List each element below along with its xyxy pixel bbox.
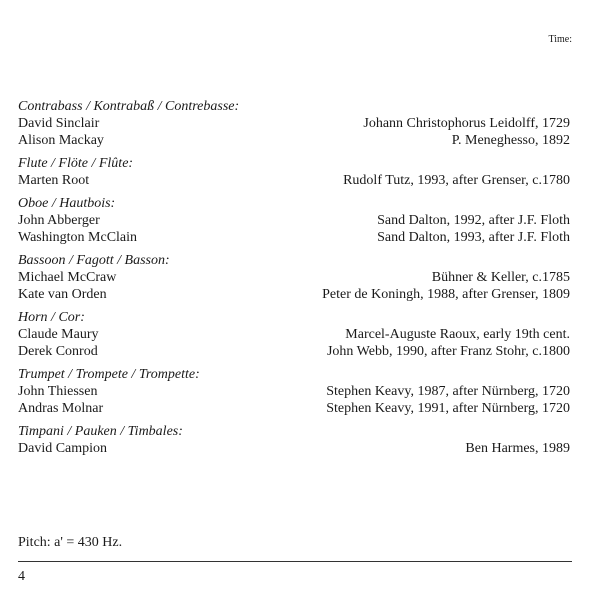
player-row (18, 132, 570, 149)
instrument-description: Stephen Keavy, 1991, after Nürnberg, 1720 (326, 401, 570, 416)
player-name: Andras Molnar (18, 401, 104, 416)
player-name: Kate van Orden (18, 287, 107, 302)
instrument-description: Marcel-Auguste Raoux, early 19th cent. (345, 327, 570, 342)
player-row (18, 269, 570, 286)
player-name: David Campion (18, 441, 108, 456)
player-name: Marten Root (18, 173, 90, 188)
section-title: Timpani / Pauken / Timbales: (18, 424, 183, 439)
instrument-description: Bühner & Keller, c.1785 (431, 270, 570, 285)
section-title: Horn / Cor: (18, 310, 85, 325)
page-number: 4 (18, 569, 25, 584)
player-row (18, 286, 570, 303)
player-name: John Abberger (18, 213, 100, 228)
footer-divider (18, 561, 572, 562)
player-name: David Sinclair (18, 116, 100, 131)
instrument-description: Sand Dalton, 1992, after J.F. Floth (377, 213, 570, 228)
player-name: Michael McCraw (18, 270, 117, 285)
instrument-roster (18, 98, 570, 463)
player-name: John Thiessen (18, 384, 98, 399)
section-horn (18, 309, 570, 360)
player-name: Derek Conrod (18, 344, 98, 359)
instrument-description: Johann Christophorus Leidolff, 1729 (363, 116, 570, 131)
player-row (18, 383, 570, 400)
section-title: Trumpet / Trompete / Trompette: (18, 367, 200, 382)
pitch-note: Pitch: a' = 430 Hz. (18, 535, 123, 550)
instrument-description: P. Meneghesso, 1892 (451, 133, 570, 148)
instrument-description: Peter de Koningh, 1988, after Grenser, 1809 (322, 287, 570, 302)
player-row (18, 172, 570, 189)
section-bassoon (18, 252, 570, 303)
time-label: Time: (548, 34, 572, 45)
section-title: Flute / Flöte / Flûte: (18, 156, 134, 171)
instrument-description: Sand Dalton, 1993, after J.F. Floth (377, 230, 570, 245)
section-contrabass (18, 98, 570, 149)
section-oboe (18, 195, 570, 246)
player-row (18, 115, 570, 132)
player-row (18, 229, 570, 246)
player-name: Alison Mackay (18, 133, 104, 148)
instrument-description: Ben Harmes, 1989 (465, 441, 570, 456)
section-title: Oboe / Hautbois: (18, 196, 116, 211)
player-name: Claude Maury (18, 327, 99, 342)
player-row (18, 326, 570, 343)
section-trumpet (18, 366, 570, 417)
player-row (18, 400, 570, 417)
player-row (18, 343, 570, 360)
instrument-description: Rudolf Tutz, 1993, after Grenser, c.1780 (343, 173, 570, 188)
section-title: Contrabass / Kontrabaß / Contrebasse: (18, 99, 240, 114)
section-timpani (18, 423, 570, 457)
player-name: Washington McClain (18, 230, 138, 245)
instrument-description: Stephen Keavy, 1987, after Nürnberg, 1720 (326, 384, 570, 399)
player-row (18, 212, 570, 229)
instrument-description: John Webb, 1990, after Franz Stohr, c.1800 (326, 344, 570, 359)
section-title: Bassoon / Fagott / Basson: (18, 253, 170, 268)
player-row (18, 440, 570, 457)
section-flute (18, 155, 570, 189)
